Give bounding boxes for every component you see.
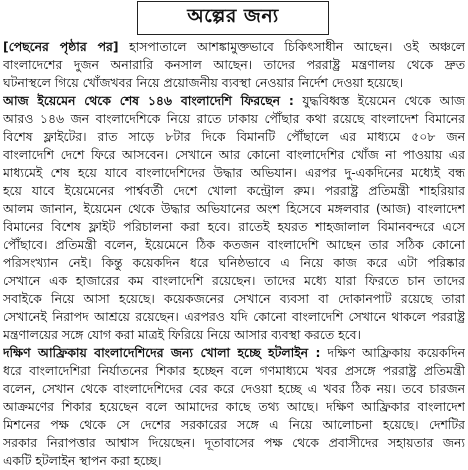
- article-line: [3, 326, 465, 344]
- bold-lead: দক্ষিণ আফ্রিকায় বাংলাদেশিদের জন্য খোলা হচ্ছে হটলাইন :: [3, 345, 321, 360]
- article-line: [3, 362, 465, 380]
- article-line: [3, 128, 465, 146]
- article-line: [3, 200, 465, 218]
- line-text: মাধ্যমেই শেষ হয়ে যাবে বাংলাদেশিদের উদ্ধার অভিযান। এরপর দু-একদিনের মধ্যেই বন্ধ: [3, 165, 465, 180]
- line-text: আক্রমণের শিকার হয়েছেন বলে আমাদের কাছে তথ্য আছে। দক্ষিণ আফ্রিকার বাংলাদেশ: [3, 399, 465, 414]
- article-line: [3, 398, 465, 416]
- article-line: [3, 290, 465, 308]
- article-line: [3, 38, 465, 56]
- line-text: যুদ্ধবিধ্বস্ত ইয়েমেন থেকে আজ: [293, 93, 465, 108]
- article-line: [3, 272, 465, 290]
- headline-box: [137, 1, 329, 35]
- article-line: [3, 344, 465, 362]
- article-line: [3, 416, 465, 434]
- line-text: একটি হটলাইন স্থাপন করা হচ্ছে।: [3, 453, 162, 468]
- line-text: ঘটনাস্থলে গিয়ে খোঁজখবর নিয়ে প্রয়োজনীয় ব্যবস্থা নেওয়ার নির্দেশ দেওয়া হয়েছে।: [3, 75, 403, 90]
- line-text: বিমানের বিশেষ ফ্লাইট পরিচালনা করা হবে। রাতেই হযরত শাহজালাল বিমানবন্দরে এসে: [3, 219, 465, 234]
- article-line: [3, 182, 465, 200]
- article-line: [3, 92, 465, 110]
- article-line: [3, 308, 465, 326]
- line-text: পরিসংখ্যান নেই। কিন্তু কয়েকদিন ধরে ঘনিষ্ঠভাবে এ নিয়ে কাজ করে এটা পরিষ্কার: [3, 255, 465, 270]
- line-text: সেখানে এক হাজারের কম বাংলাদেশি রয়েছেন। তাদের মধ্যে যারা ফিরতে চান তাদের: [3, 273, 465, 288]
- article-line: [3, 110, 465, 128]
- bold-lead: [পেছনের পৃষ্ঠার পর]: [3, 39, 119, 54]
- line-text: বাংলাদেশি দেশে ফিরে আসবেন। সেখানে আর কোনো বাংলাদেশির খোঁজ না পাওয়ায় এর: [3, 147, 465, 162]
- line-text: আলম জানান, ইয়েমেন থেকে উদ্ধার অভিযানের অংশ হিসেবে মঙ্গলবার (আজ) বাংলাদেশ: [3, 201, 465, 216]
- line-text: দক্ষিণ আফ্রিকায় কয়েকদিন: [320, 345, 465, 360]
- line-text: বাংলাদেশের দুজন অনারারি কনসাল আছেন। তাদের পররাষ্ট্র মন্ত্রণালয় থেকে দ্রুত: [3, 57, 465, 72]
- line-text: হাসপাতালে আশঙ্কামুক্তভাবে চিকিৎসাধীন আছেন। ওই অঞ্চলে: [118, 39, 465, 54]
- line-text: সবাইকে নিয়ে আসা হয়েছে। কয়েকজনের সেখানে ব্যবসা বা দোকানপাট রয়েছে তারা: [3, 291, 465, 306]
- article-line: [3, 218, 465, 236]
- article-line: [3, 74, 465, 92]
- article-line: [3, 452, 465, 470]
- line-text: বলেন, সেখান থেকে বাংলাদেশিদের বের করে দেওয়া হচ্ছে এ খবর ঠিক নয়। তবে চারজন: [3, 381, 465, 396]
- article-line: [3, 434, 465, 452]
- article-line: [3, 146, 465, 164]
- line-text: পৌঁছাবে। প্রতিমন্ত্রী বলেন, ইয়েমেনে ঠিক কতজন বাংলাদেশি আছেন তার সঠিক কোনো: [3, 237, 465, 252]
- article-line: [3, 380, 465, 398]
- line-text: ধরে বাংলাদেশিরা নির্যাতনের শিকার হচ্ছেন বলে গণমাধ্যমে খবর প্রসঙ্গে পররাষ্ট্র প্রতিমন্ত্রী: [3, 363, 465, 378]
- line-text: সেখানেই নিরাপদ আশ্রয়ে রয়েছেন। এরপরও যদি কোনো বাংলাদেশি সেখানে থাকলে পররাষ্ট্র: [3, 309, 465, 324]
- line-text: হয়ে যাবে ইয়েমেনের পার্শ্ববর্তী দেশে খোলা কন্ট্রোল রুম। পররাষ্ট্র প্রতিমন্ত্রী শাহরিয়ার: [3, 183, 465, 198]
- article-line: [3, 56, 465, 74]
- line-text: মন্ত্রণালয়ের সঙ্গে যোগ করা মাত্রই ফিরিয়ে নিয়ে আসার ব্যবস্থা করতে হবে।: [3, 327, 361, 342]
- article-body: [3, 38, 465, 470]
- line-text: বিশেষ ফ্লাইটের। রাত সাড়ে ৮টার দিকে বিমানটি পৌঁছালে এর মাধ্যমে ৫০৮ জন: [3, 129, 465, 144]
- line-text: মিশনের পক্ষ থেকে সে দেশের সরকারের সঙ্গে এ নিয়ে আলোচনা হয়েছে। দেশটির: [3, 417, 465, 432]
- line-text: সরকার নিরাপত্তার আশ্বাস দিয়েছেন। দূতাবাসের পক্ষ থেকে প্রবাসীদের সহায়তার জন্য: [3, 435, 465, 450]
- article-line: [3, 164, 465, 182]
- article-line: [3, 236, 465, 254]
- bold-lead: আজ ইয়েমেন থেকে শেষ ১৪৬ বাংলাদেশি ফিরছেন :: [3, 93, 294, 108]
- headline: অল্পের জন্য: [187, 5, 279, 27]
- article-line: [3, 254, 465, 272]
- line-text: আরও ১৪৬ জন বাংলাদেশিকে নিয়ে রাতে ঢাকায় পৌঁছার কথা রয়েছে বাংলাদেশ বিমানের: [3, 111, 465, 126]
